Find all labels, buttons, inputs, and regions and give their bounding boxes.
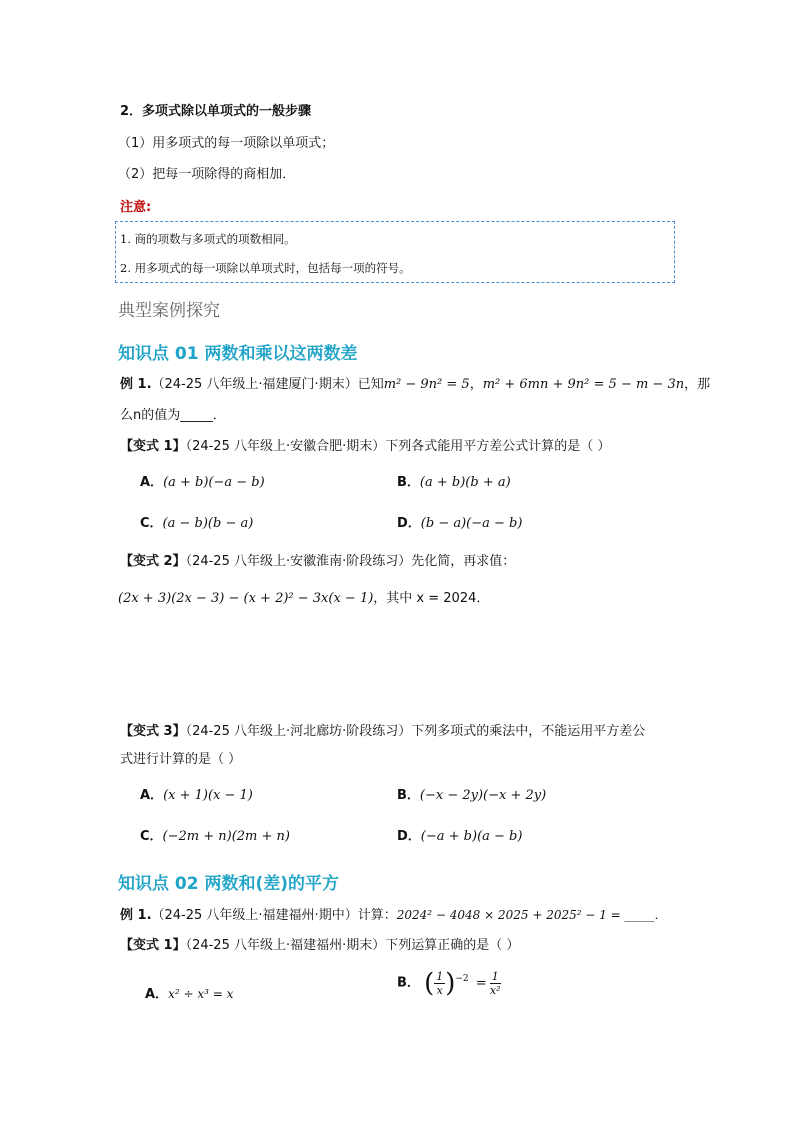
option-expr: x² ÷ x³ = x xyxy=(168,987,234,1001)
step-2: （2）把每一项除得的商相加． xyxy=(118,167,296,182)
option-expr: (b − a)(−a − b) xyxy=(420,516,523,531)
example-source: （24-25 八年级上·福建福州·期中） xyxy=(151,908,358,923)
section-title: 典型案例探究 xyxy=(118,301,220,321)
kp2-variant-1 xyxy=(120,937,519,955)
kp1-v3-option-c[interactable] xyxy=(140,828,290,846)
example-question: 计算： xyxy=(357,908,397,923)
variant-source: （24-25 八年级上·福建福州·期末） xyxy=(185,938,386,953)
variant-tag: 【变式 3】 xyxy=(120,724,186,739)
example-prefix: 例 1. xyxy=(120,377,152,392)
option-label: C． xyxy=(140,516,163,531)
option-label: B． xyxy=(397,788,420,803)
expr-tail: ，其中 x = 2024． xyxy=(373,591,490,606)
note-box xyxy=(115,221,675,283)
right-paren: ) xyxy=(445,968,456,999)
knowledge-point-2-title: 知识点 02 两数和(差)的平方 xyxy=(118,874,340,894)
step-1: （1）用多项式的每一项除以单项式； xyxy=(118,136,335,151)
kp1-variant-2 xyxy=(120,553,515,571)
fraction-numerator: 1 xyxy=(491,970,499,983)
note-title: 注意: xyxy=(120,200,152,215)
variant-question: 下列运算正确的是（ ） xyxy=(385,938,520,953)
kp2-v1-option-a[interactable] xyxy=(145,985,233,1004)
variant-tag: 【变式 1】 xyxy=(120,938,186,953)
note-line-2: 2. 用多项式的每一项除以单项式时，包括每一项的符号。 xyxy=(120,261,411,275)
left-paren: ( xyxy=(424,968,435,999)
example-source: （24-25 八年级上·福建厦门·期末）已知 xyxy=(151,377,384,392)
kp2-v1-option-b[interactable] xyxy=(397,970,501,1014)
expr: (2x + 3)(2x − 3) − (x + 2)² − 3x(x − 1) xyxy=(118,591,374,606)
kp1-example-line2: 么n的值为_____． xyxy=(120,408,226,423)
example-sep: ， xyxy=(469,377,483,392)
option-label: C． xyxy=(140,829,163,844)
fraction-denominator: x xyxy=(436,984,443,997)
kp1-example xyxy=(120,376,710,394)
option-expr: (−a + b)(a − b) xyxy=(420,829,523,844)
option-label: A． xyxy=(140,788,164,803)
example-prefix: 例 1. xyxy=(120,908,152,923)
exponent: −2 xyxy=(455,974,469,984)
fraction-denominator: x² xyxy=(489,984,501,997)
option-expr: (a − b)(b − a) xyxy=(162,516,254,531)
option-expr: (x + 1)(x − 1) xyxy=(163,788,253,803)
knowledge-point-1-title: 知识点 01 两数和乘以这两数差 xyxy=(118,344,358,364)
variant-question: 先化简，再求值： xyxy=(411,554,516,569)
example-eq2: m² + 6mn + 9n² = 5 − m − 3n xyxy=(482,377,685,392)
option-expr: (a + b)(−a − b) xyxy=(163,475,265,490)
fraction-lhs xyxy=(434,970,445,997)
option-label: A． xyxy=(140,475,164,490)
variant-source: （24-25 八年级上·安徽淮南·阶段练习） xyxy=(185,554,412,569)
kp1-v3-option-d[interactable] xyxy=(397,828,522,846)
kp1-variant-1 xyxy=(120,438,610,456)
kp1-variant-3 xyxy=(120,723,645,741)
fraction-numerator: 1 xyxy=(436,970,444,983)
variant-question: 下列各式能用平方差公式计算的是（ ） xyxy=(385,439,611,454)
variant-tag: 【变式 2】 xyxy=(120,554,186,569)
kp1-v3-option-a[interactable] xyxy=(140,787,253,805)
option-expr: (a + b)(b + a) xyxy=(419,475,511,490)
option-label: B． xyxy=(397,975,420,991)
kp2-example xyxy=(120,906,667,925)
kp1-v1-option-b[interactable] xyxy=(397,474,511,492)
variant-tag: 【变式 1】 xyxy=(120,439,186,454)
option-expr: (−x − 2y)(−x + 2y) xyxy=(419,788,547,803)
variant-source: （24-25 八年级上·安徽合肥·期末） xyxy=(185,439,386,454)
variant-source: （24-25 八年级上·河北廊坊·阶段练习） xyxy=(185,724,412,739)
equals-sign: = xyxy=(475,975,487,991)
kp1-v1-option-c[interactable] xyxy=(140,515,253,533)
variant-question: 下列多项式的乘法中，不能运用平方差公 xyxy=(411,724,646,739)
example-tail: ，那 xyxy=(684,377,711,392)
kp1-variant-3-line2: 式进行计算的是（ ） xyxy=(120,752,242,767)
option-label: D． xyxy=(397,829,421,844)
option-label: B． xyxy=(397,475,420,490)
option-label: D． xyxy=(397,516,421,531)
example-expr: 2024² − 4048 × 2025 + 2025² − 1 = _____． xyxy=(396,908,667,922)
steps-heading: 2．多项式除以单项式的一般步骤 xyxy=(120,104,312,119)
kp1-v2-expression xyxy=(118,590,489,608)
option-label: A． xyxy=(145,987,169,1002)
option-expr: (−2m + n)(2m + n) xyxy=(162,829,290,844)
kp1-v3-option-b[interactable] xyxy=(397,787,546,805)
example-eq1: m² − 9n² = 5 xyxy=(383,377,470,392)
kp1-v1-option-a[interactable] xyxy=(140,474,265,492)
note-line-1: 1. 商的项数与多项式的项数相同。 xyxy=(120,232,296,246)
kp1-v1-option-d[interactable] xyxy=(397,515,522,533)
fraction-rhs xyxy=(490,970,501,997)
